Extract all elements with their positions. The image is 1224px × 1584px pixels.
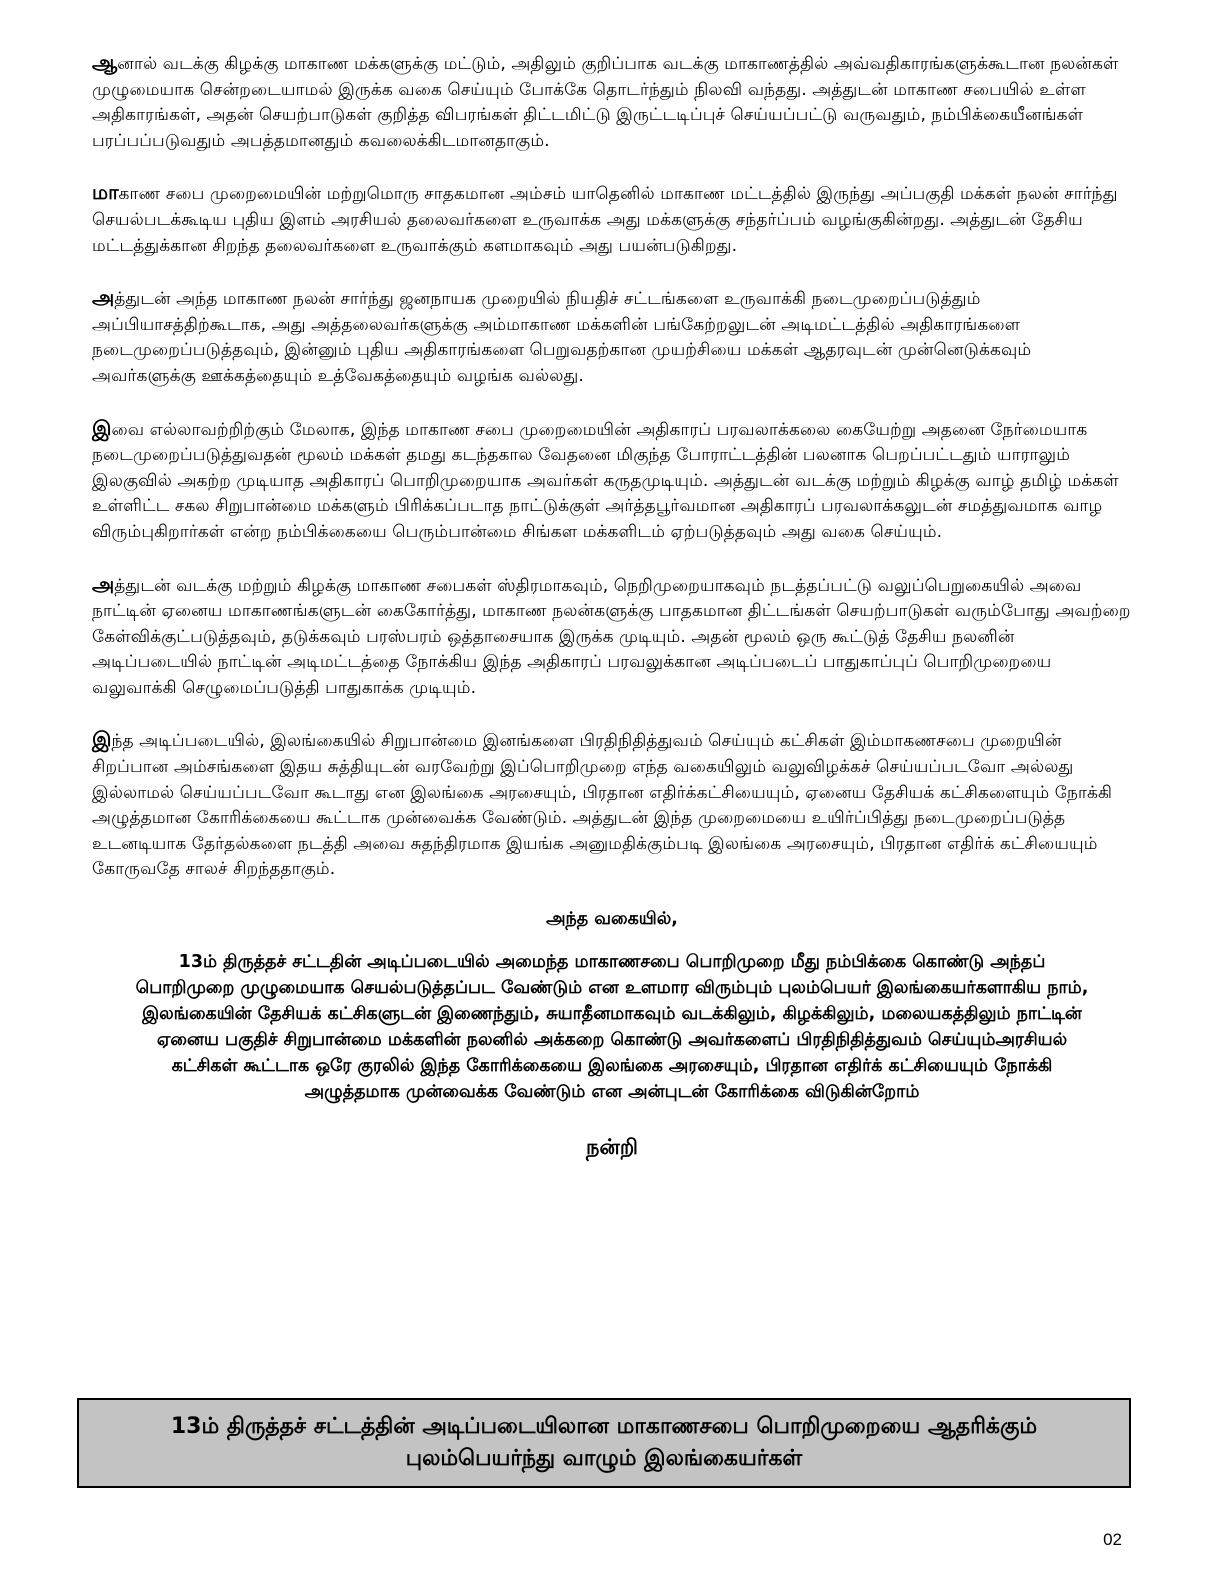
footer-banner [77,1398,1131,1488]
paragraph-lead: அ [92,285,115,310]
paragraph-1 [92,50,1132,154]
paragraph-text: காண சபை முறைமையின் மற்றுமொரு சாதகமான அம்சம் யாதெனில் மாகாண மட்டத்தில் இருந்து அப்பகுதி மக்கள் நலன் சார்ந்து செயல்படக்கூடிய புதிய இளம் அரசியல் தலைவர்களை உருவாக்க அது மக்களுக்கு சந்தர்ப்பம் வழங்குகின்றது. அத்துடன் தேசிய மட்டத்துக்கான சிறந்த தலைவர்களை உருவாக்கும் களமாகவும் அது பயன்படுகிறது. [92,184,1118,256]
paragraph-text: வை எல்லாவற்றிற்கும் மேலாக, இந்த மாகாண சபை முறைமையின் அதிகாரப் பரவலாக்கலை கையேற்று அதனை நேர்மையாக நடைமுறைப்படுத்துவதன் மூலம் மக்கள் தமது கடந்தகால வேதனை மிகுந்த போராட்டத்தின் பலனாக பெறப்பட்டதும் யாராலும் இலகுவில் அகற்ற முடியாத அதிகாரப் பொறிமுறையாக அவர்கள் கருதமுடியும். அத்துடன் வடக்கு மற்றும் கிழக்கு வாழ் தமிழ் மக்கள் உள்ளிட்ட சகல சிறுபான்மை மக்களும் பிரிக்கப்படாத நாட்டுக்குள் அர்த்தபூர்வமான அதிகாரப் பரவலாக்கலுடன் சமத்துவமாக வாழ விரும்புகிறார்கள் என்ற நம்பிக்கையை பெரும்பான்மை சிங்கள மக்களிடம் ஏற்படுத்தவும் அது வகை செய்யும். [92,419,1119,542]
paragraph-lead: மா [92,180,119,205]
footer-banner-text: 13ம் திருத்தச் சட்டத்தின் அடிப்படையிலான மாகாணசபை பொறிமுறையை ஆதரிக்கும் புலம்பெயர்ந்து வாழும் இலங்கையர்கள் [170,1414,1038,1471]
paragraph-lead: அ [92,571,115,596]
paragraph-4 [92,416,1132,546]
page-number: 02 [1103,1530,1122,1549]
paragraph-2 [92,180,1132,259]
paragraph-text: த்துடன் வடக்கு மற்றும் கிழக்கு மாகாண சபைகள் ஸ்திரமாகவும், நெறிமுறையாகவும் நடத்தப்பட்டு வலுப்பெறுகையில் அவை நாட்டின் ஏனைய மாகாணங்களுடன் கைகோர்த்து, மாகாண நலன்களுக்கு பாதகமான திட்டங்கள் செயற்பாடுகள் வரும்போது அவற்றை கேள்விக்குட்படுத்தவும், தடுக்கவும் பரஸ்பரம் ஒத்தாசையாக இருக்க முடியும். அதன் மூலம் ஒரு கூட்டுத் தேசிய நலனின் அடிப்படையில் நாட்டின் அடிமட்டத்தை நோக்கிய இந்த அதிகாரப் பரவலுக்கான அடிப்படைப் பாதுகாப்புப் பொறிமுறையை வலுவாக்கி செழுமைப்படுத்தி பாதுகாக்க முடியும். [92,575,1131,698]
paragraph-5 [92,572,1132,702]
paragraph-text: னால் வடக்கு கிழக்கு மாகாண மக்களுக்கு மட்டும், அதிலும் குறிப்பாக வடக்கு மாகாணத்தில் அவ்வதிகாரங்களுக்கூடான நலன்கள் முழுமையாக சென்றடையாமல் இருக்க வகை செய்யும் போக்கே தொடர்ந்தும் நிலவி வந்தது. அத்துடன் மாகாண சபையில் உள்ள அதிகாரங்கள், அதன் செயற்பாடுகள் குறித்த விபரங்கள் திட்டமிட்டு இருட்டடிப்புச் செய்யப்பட்டு வருவதும், நம்பிக்கையீனங்கள் பரப்பப்படுவதும் அபத்தமானதும் கவலைக்கிடமானதாகும். [92,54,1119,151]
paragraph-lead: இ [92,727,112,752]
paragraph-text: ந்த அடிப்படையில், இலங்கையில் சிறுபான்மை இனங்களை பிரதிநிதித்துவம் செய்யும் கட்சிகள் இம்மாகணசபை முறையின் சிறப்பான அம்சங்களை இதய சுத்தியுடன் வரவேற்று இப்பொறிமுறை எந்த வகையிலும் வலுவிழக்கச் செய்யப்படவோ அல்லது இல்லாமல் செய்யப்படவோ கூடாது என இலங்கை அரசையும், பிரதான எதிர்க்கட்சியையும், ஏனைய தேசியக் கட்சிகளையும் நோக்கி அழுத்தமான கோரிக்கையை கூட்டாக முன்வைக்க வேண்டும். அத்துடன் இந்த முறைமையை உயிர்ப்பித்து நடைமுறைப்படுத்த உடனடியாக தேர்தல்களை நடத்தி அவை சுதந்திரமாக இயங்க அனுமதிக்கும்படி இலங்கை அரசையும், பிரதான எதிர்க் கட்சியையும் கோருவதே சாலச் சிறந்ததாகும். [92,731,1113,880]
paragraph-lead: இ [92,415,112,440]
document-body [92,50,1132,1186]
paragraph-3 [92,285,1132,389]
thanks-heading: நன்றி [586,1135,638,1160]
paragraph-lead: ஆ [92,50,118,74]
section-heading: அந்த வகையில், [546,909,678,930]
paragraph-text: த்துடன் அந்த மாகாண நலன் சார்ந்து ஜனநாயக முறையில் நியதிச் சட்டங்களை உருவாக்கி நடைமுறைப்படுத்தும் அப்பியாசத்திற்கூடாக, அது அத்தலைவர்களுக்கு அம்மாகாண மக்களின் பங்கேற்றலுடன் அடிமட்டத்தில் அதிகாரங்களை நடைமுறைப்படுத்தவும், இன்னும் புதிய அதிகாரங்களை பெறுவதற்கான முயற்சியை மக்கள் ஆதரவுடன் முன்னெடுக்கவும் அவர்களுக்கு ஊக்கத்தையும் உத்வேகத்தையும் வழங்க வல்லது. [92,289,1032,386]
paragraph-6 [92,727,1132,883]
closing-statement: 13ம் திருத்தச் சட்டதின் அடிப்படையில் அமைந்த மாகாணசபை பொறிமுறை மீது நம்பிக்கை கொண்டு அந்தப் பொறிமுறை முழுமையாக செயல்படுத்தப்பட வேண்டும் என உளமார விரும்பும் புலம்பெயர் இலங்கையர்களாகிய நாம், இலங்கையின் தேசியக் கட்சிகளுடன் இணைந்தும், சுயாதீனமாகவும் வடக்கிலும், கிழக்கிலும், மலையகத்திலும் நாட்டின் ஏனைய பகுதிச் சிறுபான்மை மக்களின் நலனில் அக்கறை கொண்டு அவர்களைப் பிரதிநிதித்துவம் செய்யும்அரசியல் கட்சிகள் கூட்டாக ஒரே குரலில் இந்த கோரிக்கையை இலங்கை அரசையும், பிரதான எதிர்க் கட்சியையும் நோக்கி அழுத்தமாக முன்வைக்க வேண்டும் என அன்புடன் கோரிக்கை விடுகின்றோம் [135,952,1089,1103]
